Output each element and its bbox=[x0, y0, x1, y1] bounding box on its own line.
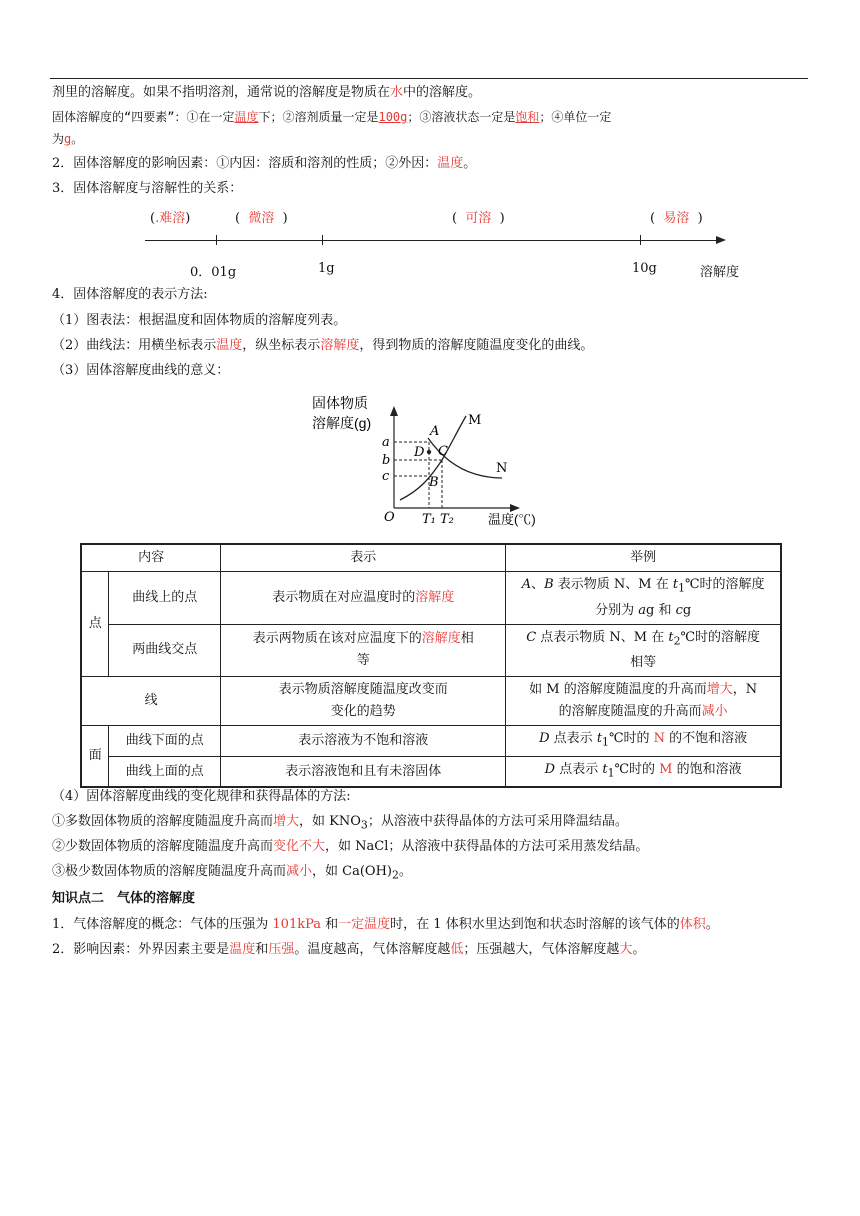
table-header-row bbox=[81, 544, 781, 572]
category-label: 可溶 bbox=[465, 211, 492, 226]
method-table: （1）图表法：根据温度和固体物质的溶解度列表。 bbox=[52, 313, 347, 328]
answer: 减小 bbox=[701, 704, 728, 720]
x-tick-t2: T₂ bbox=[440, 512, 454, 527]
y-arrow bbox=[390, 406, 398, 416]
text: 表示两物质在该对应温度下的 bbox=[252, 631, 422, 647]
text: ℃时的溶解度 bbox=[680, 629, 761, 645]
row-example bbox=[506, 572, 781, 625]
text: 2．固体溶解度的影响因素：①内因：溶质和溶剂的性质；②外因： bbox=[52, 156, 438, 171]
answer-temperature: 温度 bbox=[437, 156, 464, 171]
answer-saturated: 饱和 bbox=[515, 110, 540, 124]
y-tick-b: b bbox=[382, 453, 391, 468]
solubility-curve-figure bbox=[300, 390, 550, 530]
top-rule bbox=[50, 78, 808, 79]
subscript: 2 bbox=[392, 868, 399, 882]
point-D-label: D bbox=[414, 445, 425, 460]
text: D bbox=[544, 761, 556, 777]
row-example bbox=[506, 677, 781, 726]
answer: 一定温度 bbox=[338, 917, 391, 932]
rule-3 bbox=[52, 863, 412, 885]
origin-label: O bbox=[384, 510, 395, 525]
text: 时，在 1 体积水里达到饱和状态时溶解的该气体的 bbox=[390, 917, 680, 932]
row-desc: 表示溶液饱和且有未溶固体 bbox=[221, 756, 506, 787]
text: ，如 KNO bbox=[299, 814, 361, 829]
answer: 101kPa bbox=[272, 917, 322, 932]
tick-label: 0．01g bbox=[190, 265, 237, 280]
table-row bbox=[81, 756, 781, 787]
answer: 增大 bbox=[273, 814, 300, 829]
paren: ) bbox=[499, 211, 505, 226]
text: A bbox=[521, 577, 532, 592]
tick-0.01g bbox=[216, 235, 217, 245]
category-insoluble bbox=[150, 207, 190, 226]
text: 点表示物质 N、M 在 bbox=[536, 629, 669, 645]
answer: 低 bbox=[450, 942, 464, 957]
y-label-1: 固体物质 bbox=[312, 395, 368, 411]
paren: ( bbox=[452, 211, 458, 226]
table-row bbox=[81, 677, 781, 726]
text: 和 bbox=[321, 917, 339, 932]
text: 点表示 bbox=[549, 731, 597, 747]
answer: 温度 bbox=[229, 942, 256, 957]
text: 。 bbox=[463, 156, 477, 171]
answer-water: 水 bbox=[390, 85, 404, 100]
header-example: 举例 bbox=[506, 544, 781, 572]
subscript: 2 bbox=[673, 634, 681, 648]
row-name: 曲线下面的点 bbox=[109, 726, 221, 757]
text: 表示物质在对应温度时的 bbox=[272, 589, 416, 605]
paren: ) bbox=[282, 211, 288, 226]
text: 2．影响因素：外界因素主要是 bbox=[52, 942, 230, 957]
text: 如 M 的溶解度随温度的升高而 bbox=[529, 682, 707, 698]
text: 变化的趋势 bbox=[330, 704, 396, 720]
answer: 溶解度 bbox=[415, 589, 455, 605]
paren: ) bbox=[185, 211, 191, 226]
text: C bbox=[526, 629, 537, 645]
text: t bbox=[668, 629, 674, 645]
row-name: 两曲线交点 bbox=[109, 624, 221, 677]
text: ，纵坐标表示 bbox=[242, 338, 321, 353]
text: 表示物质 N、M 在 bbox=[553, 577, 673, 592]
row-name: 曲线上的点 bbox=[109, 572, 221, 625]
intro-line-2 bbox=[52, 108, 611, 126]
text: 的饱和溶液 bbox=[672, 761, 742, 777]
point-A-label: A bbox=[430, 424, 440, 439]
rules-title: （4）固体溶解度曲线的变化规律和获得晶体的方法: bbox=[52, 789, 351, 804]
text: 等 bbox=[356, 653, 370, 669]
header-content: 内容 bbox=[81, 544, 221, 572]
row-desc: 表示溶液为不饱和溶液 bbox=[221, 726, 506, 757]
row-desc bbox=[221, 572, 506, 625]
answer: M bbox=[659, 761, 673, 777]
text: 。 bbox=[632, 942, 646, 957]
row-name: 线 bbox=[81, 677, 221, 726]
subscript: 3 bbox=[360, 818, 368, 832]
point-B-label: B bbox=[429, 475, 439, 490]
answer: 压强 bbox=[268, 942, 295, 957]
text: 。 bbox=[398, 864, 412, 879]
curve-M-label: M bbox=[468, 413, 482, 428]
text: 的不饱和溶液 bbox=[665, 731, 748, 747]
paren: ) bbox=[697, 211, 703, 226]
text: ，如 Ca(OH) bbox=[312, 864, 392, 879]
row-name: 曲线上面的点 bbox=[109, 756, 221, 787]
category-label: .难溶 bbox=[155, 211, 186, 226]
answer: 增大 bbox=[706, 682, 733, 698]
answer-temperature: 温度 bbox=[234, 110, 259, 124]
text: 点表示 bbox=[555, 761, 603, 777]
text: ，得到物质的溶解度随温度变化的曲线。 bbox=[359, 338, 594, 353]
paren: ( bbox=[650, 211, 656, 226]
text: ①多数固体物质的溶解度随温度升高而 bbox=[52, 814, 274, 829]
category-label: 微溶 bbox=[248, 211, 275, 226]
number-line-arrow bbox=[716, 236, 726, 244]
text: 和 bbox=[255, 942, 269, 957]
text: a bbox=[638, 602, 646, 618]
text: 为 bbox=[52, 132, 65, 146]
row-group-face: 面 bbox=[81, 726, 109, 788]
table-row bbox=[81, 624, 781, 677]
table-row bbox=[81, 572, 781, 625]
text: D bbox=[539, 731, 550, 747]
method-curve bbox=[52, 337, 593, 355]
rule-1 bbox=[52, 813, 628, 835]
y-label-2: 溶解度(g) bbox=[312, 415, 372, 431]
paren: ( bbox=[150, 211, 156, 226]
x-label: 温度(℃) bbox=[488, 512, 536, 527]
answer: 温度 bbox=[216, 338, 243, 353]
rule-2 bbox=[52, 838, 648, 856]
text: ℃时的 bbox=[608, 731, 654, 747]
text: 、 bbox=[531, 577, 545, 592]
text: ；③溶液状态一定是 bbox=[407, 110, 516, 124]
point-D-dot bbox=[427, 450, 431, 454]
row-desc bbox=[221, 677, 506, 726]
text: 固体溶解度的“四要素”：①在一定 bbox=[52, 110, 235, 124]
subscript: 1 bbox=[602, 735, 609, 749]
knowledge-point-2-title: 知识点二 气体的溶解度 bbox=[52, 891, 196, 906]
subscript: 1 bbox=[607, 766, 615, 780]
tick-10g bbox=[640, 235, 641, 245]
category-slightly-soluble bbox=[235, 207, 288, 226]
row-desc bbox=[221, 624, 506, 677]
text: 1．气体溶解度的概念：气体的压强为 bbox=[52, 917, 273, 932]
answer: 大 bbox=[619, 942, 633, 957]
answer: 变化不大 bbox=[273, 839, 326, 854]
row-example bbox=[506, 624, 781, 677]
text: B bbox=[544, 577, 554, 592]
text: （2）曲线法：用横坐标表示 bbox=[52, 338, 217, 353]
x-arrow bbox=[510, 504, 520, 512]
section-3-title: 3．固体溶解度与溶解性的关系： bbox=[52, 181, 243, 196]
text: 下；②溶剂质量一定是 bbox=[258, 110, 379, 124]
text: 。 bbox=[705, 917, 719, 932]
row-example bbox=[506, 726, 781, 757]
y-tick-c: c bbox=[382, 469, 390, 484]
text: ，N bbox=[732, 682, 758, 698]
text: 分别为 bbox=[595, 602, 639, 618]
table-row bbox=[81, 726, 781, 757]
header-meaning: 表示 bbox=[221, 544, 506, 572]
curve-meaning-title: （3）固体溶解度曲线的意义： bbox=[52, 363, 230, 378]
text: ℃时的 bbox=[614, 761, 660, 777]
text: ，如 NaCl；从溶液中获得晶体的方法可采用蒸发结晶。 bbox=[325, 839, 649, 854]
text: ；从溶液中获得晶体的方法可采用降温结晶。 bbox=[367, 814, 628, 829]
section-4-title: 4．固体溶解度的表示方法: bbox=[52, 287, 208, 302]
text: 相 bbox=[460, 631, 474, 647]
text: 。温度越高，气体溶解度越 bbox=[294, 942, 451, 957]
axis-label: 溶解度 bbox=[700, 265, 740, 280]
row-group-point: 点 bbox=[81, 572, 109, 677]
answer: 减小 bbox=[286, 864, 313, 879]
answer: 溶解度 bbox=[421, 631, 461, 647]
number-line-axis bbox=[145, 240, 717, 241]
tick-1g bbox=[322, 235, 323, 245]
text: c bbox=[675, 602, 683, 618]
answer: N bbox=[653, 731, 665, 747]
text: 的溶解度随温度的升高而 bbox=[558, 704, 702, 720]
subscript: 1 bbox=[678, 581, 686, 595]
row-example bbox=[506, 756, 781, 787]
text: t bbox=[672, 577, 679, 592]
section-2 bbox=[52, 155, 476, 173]
category-soluble bbox=[452, 207, 505, 226]
text: ③极少数固体物质的溶解度随温度升高而 bbox=[52, 864, 287, 879]
tick-label: 1g bbox=[318, 261, 335, 276]
text: ；压强越大，气体溶解度越 bbox=[463, 942, 620, 957]
text: 剂里的溶解度。如果不指明溶剂，通常说的溶解度是物质在 bbox=[52, 85, 391, 100]
text: 相等 bbox=[630, 655, 657, 671]
text: g bbox=[682, 602, 692, 618]
text: 表示物质溶解度随温度改变而 bbox=[278, 682, 448, 698]
answer-gram: g bbox=[64, 132, 72, 146]
intro-line-1 bbox=[52, 84, 481, 102]
answer-100g: 100g bbox=[378, 110, 408, 124]
text: t bbox=[596, 731, 603, 747]
point-C-label: C bbox=[438, 444, 448, 459]
gas-solubility-factors bbox=[52, 941, 645, 959]
answer: 体积 bbox=[679, 917, 706, 932]
text: 。 bbox=[71, 132, 84, 146]
text: g 和 bbox=[645, 602, 676, 618]
paren: ( bbox=[235, 211, 241, 226]
text: ；④单位一定 bbox=[539, 110, 612, 124]
y-tick-a: a bbox=[382, 435, 390, 450]
answer: 溶解度 bbox=[320, 338, 360, 353]
category-label: 易溶 bbox=[663, 211, 690, 226]
intro-line-3 bbox=[52, 130, 83, 148]
category-very-soluble bbox=[650, 207, 703, 226]
text: ℃时的溶解度 bbox=[685, 577, 765, 592]
tick-label: 10g bbox=[632, 261, 657, 276]
curve-N-label: N bbox=[496, 461, 508, 476]
text: 中的溶解度。 bbox=[403, 85, 482, 100]
gas-solubility-definition bbox=[52, 916, 719, 934]
curve-meaning-table bbox=[80, 543, 782, 788]
text: t bbox=[602, 761, 608, 777]
x-tick-t1: T₁ bbox=[422, 512, 436, 527]
text: ②少数固体物质的溶解度随温度升高而 bbox=[52, 839, 274, 854]
